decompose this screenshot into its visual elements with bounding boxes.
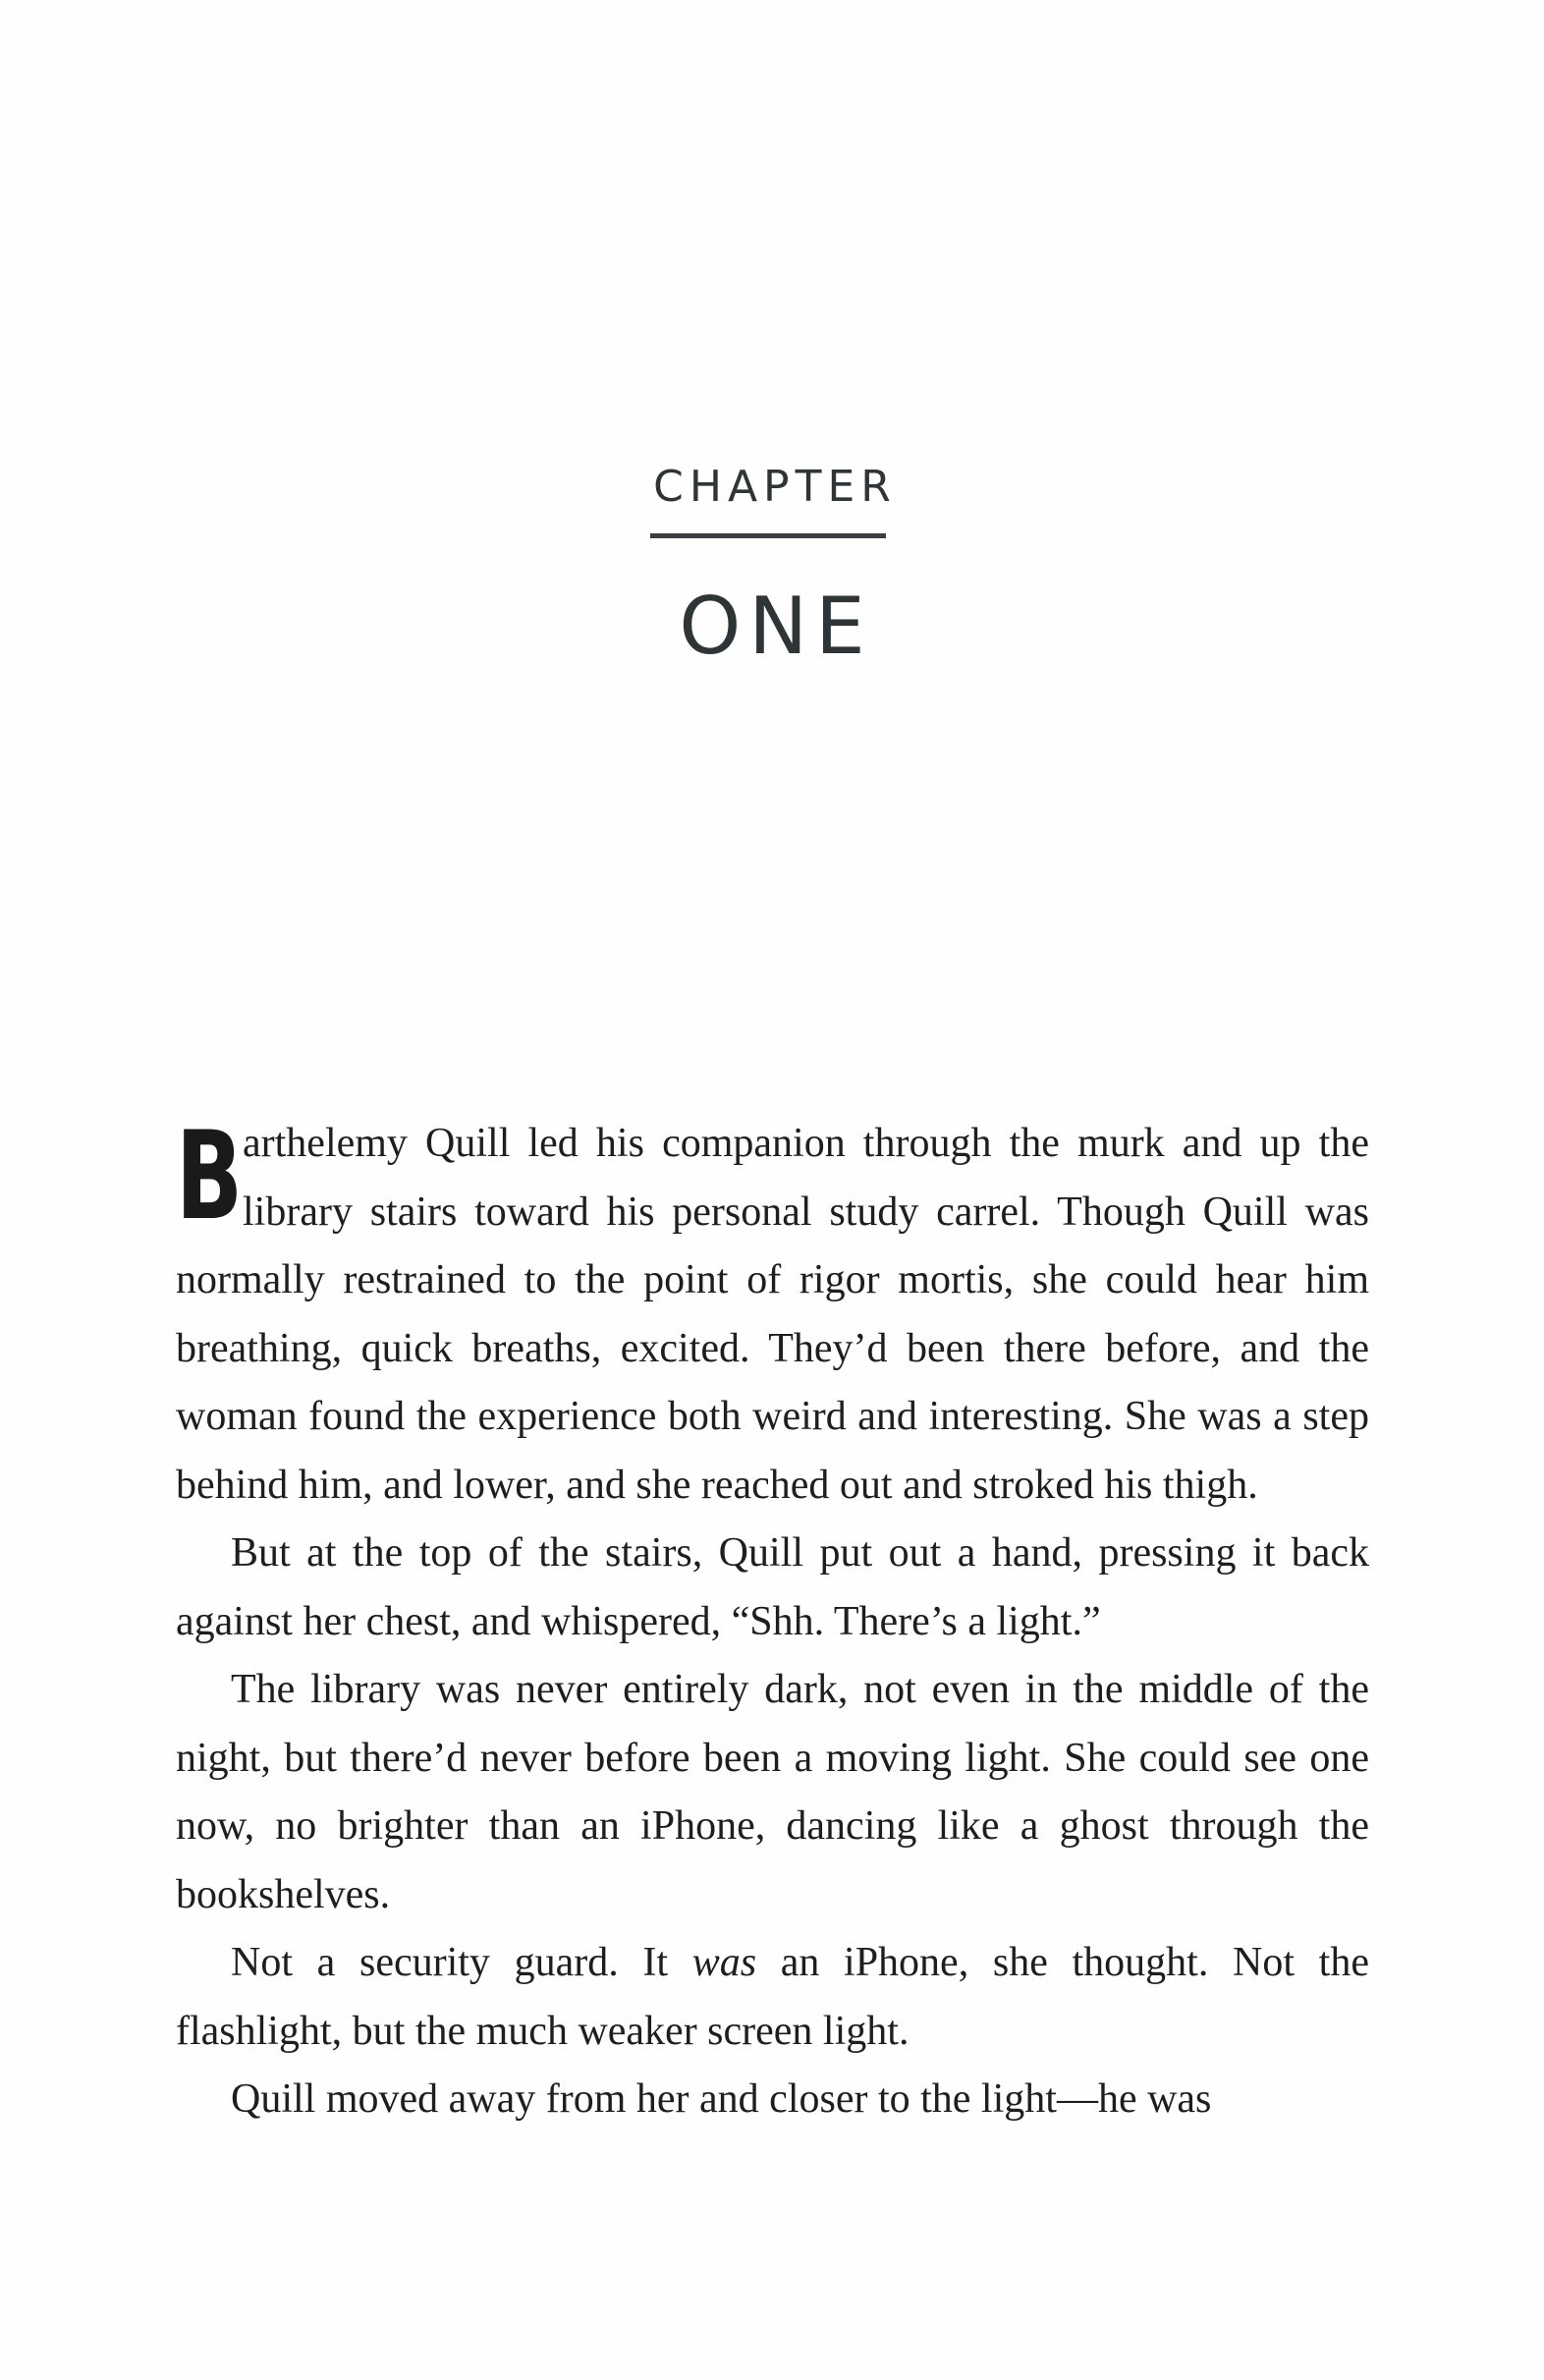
paragraph-4-text-start: Not a security guard. It — [231, 1940, 692, 1985]
chapter-number: ONE — [679, 581, 873, 672]
chapter-body-text — [176, 1106, 1369, 2134]
chapter-divider-rule — [650, 533, 886, 538]
paragraph-4-text-end: an iPhone, she thought. Not the flashlight, but the much weaker screen light. — [176, 1940, 1369, 2054]
paragraph-3: The library was never entirely dark, not even in the middle of the night, but there’d never before been a moving light. She could see one now, no brighter than an iPhone, dancing like a ghost through the bookshelves. — [176, 1667, 1369, 1917]
paragraph-1-text: arthelemy Quill led his companion through the murk and up the library stairs toward his personal study carrel. Though Quill was normally restrained to the point of rigor mortis, she could hear him breathing, quick breaths, excited. They’d been there before, and the woman found the experience both weird and interesting. She was a step behind him, and lower, and she reached out and stroked his thigh. — [176, 1121, 1369, 1508]
paragraph-4-emphasis: was — [691, 1940, 757, 1985]
drop-cap: B — [176, 1106, 244, 1247]
paragraph-1 — [176, 1106, 1369, 1520]
chapter-label: CHAPTER — [653, 462, 897, 512]
paragraph-2: But at the top of the stairs, Quill put out a hand, pressing it back against her chest, and whispered, “Shh. There’s a light.” — [176, 1530, 1369, 1644]
paragraph-4 — [176, 1929, 1369, 2066]
paragraph-5: Quill moved away from her and closer to the light—he was — [231, 2076, 1212, 2122]
